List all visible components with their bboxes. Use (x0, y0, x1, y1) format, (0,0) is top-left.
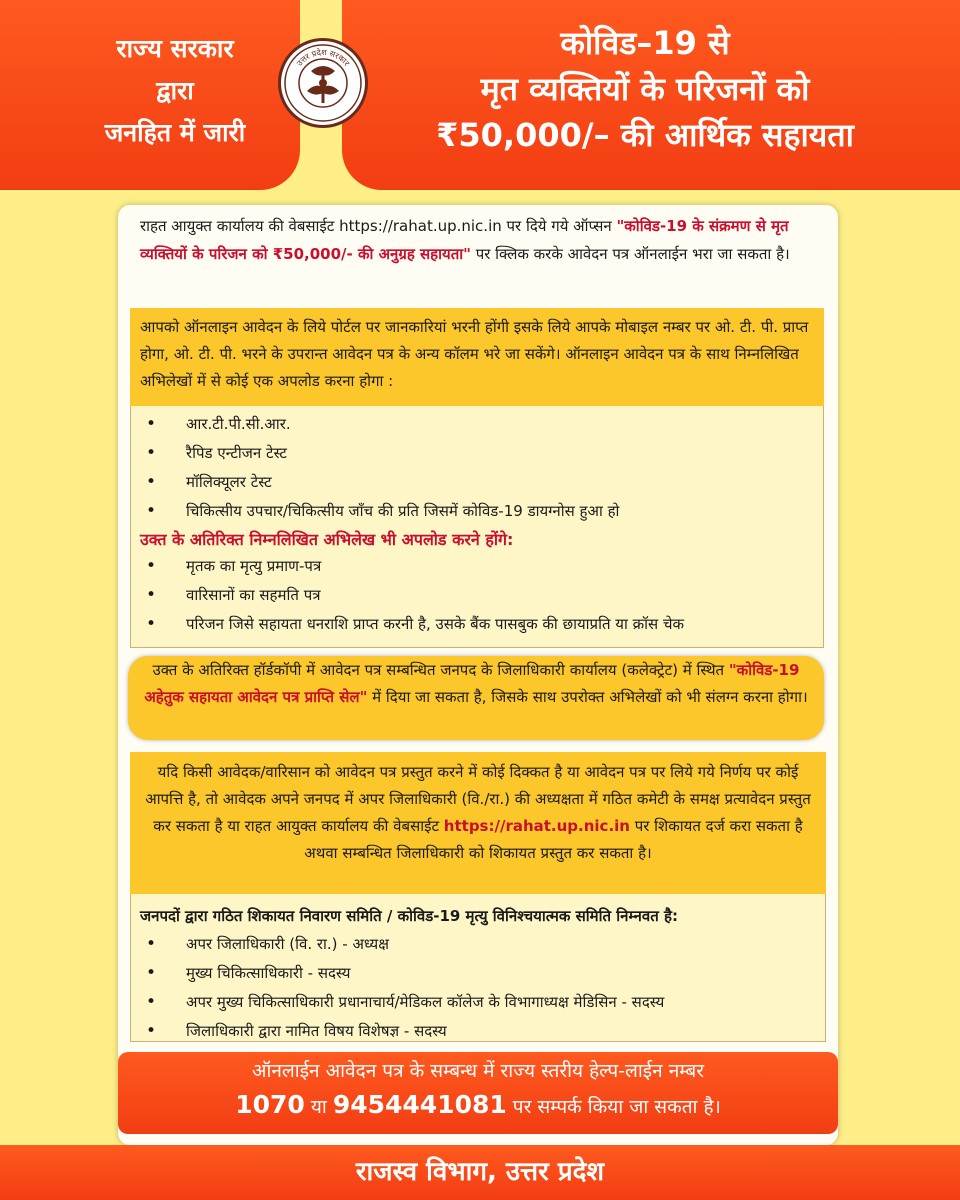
hardcopy-cell-highlight: "कोविड-19 अहेतुक सहायता आवेदन पत्र प्राप्ति सेल" (144, 661, 800, 706)
document-list (140, 410, 820, 526)
list-item: • अपर मुख्य चिकित्साधिकारी प्रधानाचार्य/मेडिकल कॉलेज के विभागाध्यक्ष मेडिसिन - सदस्य (140, 988, 820, 1017)
emblem-text: उत्तर प्रदेश सरकार (294, 47, 352, 68)
list-item: • वारिसानों का सहमति पत्र (140, 581, 820, 610)
issuer-text (80, 28, 270, 154)
hardcopy-text: उक्त के अतिरिक्त हॉर्डकॉपी में आवेदन पत्र सम्बन्धित जनपद के जिलाधिकारी कार्यालय (कलेक्ट्रेट) में स्थित (152, 661, 729, 679)
committee-heading: जनपदों द्वारा गठित शिकायत निवारण समिति / कोविड-19 मृत्यु विनिश्चयात्मक समिति निम्नवत है: (140, 907, 678, 925)
list-item: • चिकित्सीय उपचार/चिकित्सीय जाँच की प्रति जिसमें कोविड-19 डायग्नोस हुआ हो (140, 497, 820, 526)
intro-option-highlight: "कोविड-19 के संक्रमण से मृत व्यक्तियों के परिजन को ₹50,000/- की अनुग्रह सहायता" (140, 217, 789, 263)
additional-document-list (140, 552, 820, 639)
grievance-text: पर शिकायत दर्ज करा सकता है अथवा सम्बन्धित जिलाधिकारी को शिकायत प्रस्तुत कर सकता है। (304, 817, 803, 862)
grievance-paragraph (140, 759, 816, 867)
list-item: • परिजन जिसे सहायता धनराशि प्राप्त करनी है, उसके बैंक पासबुक की छायाप्रति या क्रॉस चेक (140, 610, 820, 639)
intro-text: पर क्लिक करके आवेदन पत्र ऑनलाईन भरा जा सकता है। (470, 245, 790, 263)
intro-text: राहत आयुक्त कार्यालय की वेबसाईट https://rahat.up.nic.in पर दिये गये ऑप्सन (140, 217, 617, 235)
helpline-numbers (118, 1088, 838, 1124)
helpline-text: पर सम्पर्क किया जा सकता है। (506, 1096, 721, 1118)
issuer-line: द्वारा (156, 76, 194, 105)
list-item: • मॉलिक्यूलर टेस्ट (140, 468, 820, 497)
headline (350, 20, 940, 158)
helpline-caption: ऑनलाईन आवेदन पत्र के सम्बन्ध में राज्य स्तरीय हेल्प-लाईन नम्बर (251, 1060, 705, 1082)
helpline-separator: या (304, 1096, 333, 1118)
headline-line: मृत व्यक्तियों के परिजनों को (480, 70, 810, 108)
list-item: • मृतक का मृत्यु प्रमाण-पत्र (140, 552, 820, 581)
hardcopy-text: में दिया जा सकता है, जिसके साथ उपरोक्त अभिलेखों को भी संलग्न करना होगा। (367, 688, 808, 706)
list-item: • रैपिड एन्टीजन टेस्ट (140, 439, 820, 468)
rahat-website-link[interactable]: https://rahat.up.nic.in (443, 817, 630, 835)
helpline-number-secondary[interactable]: 9454441081 (332, 1090, 507, 1119)
headline-line: कोविड–19 से (560, 24, 730, 62)
issuer-line: जनहित में जारी (104, 118, 246, 147)
documents-instructions: आपको ऑनलाइन आवेदन के लिये पोर्टल पर जानकारियां भरनी होंगी इसके लिये आपके मोबाइल नम्बर पर ओ. टी. पी. प्राप्त होगा, ओ. टी. पी. भरने के उपरान्त आवेदन पत्र के अन्य कॉलम भरे जा सकेंगे। ऑनलाइन आवेदन पत्र के साथ निम्नलिखित अभिलेखों में से कोई एक अपलोड करना होगा : (140, 318, 809, 390)
hardcopy-paragraph (140, 657, 812, 711)
headline-line: ₹50,000/– की आर्थिक सहायता (436, 116, 854, 154)
department-name: राजस्व विभाग, उत्तर प्रदेश (355, 1157, 605, 1187)
list-item: • जिलाधिकारी द्वारा नामित विषय विशेषज्ञ - सदस्य (140, 1017, 820, 1046)
additional-documents-heading: उक्त के अतिरिक्त निम्नलिखित अभिलेख भी अपलोड करने होंगे: (140, 530, 514, 549)
list-item: • मुख्य चिकित्साधिकारी - सदस्य (140, 959, 820, 988)
committee-list (140, 930, 820, 1046)
list-item: • आर.टी.पी.सी.आर. (140, 410, 820, 439)
intro-paragraph (140, 212, 820, 268)
helpline-number-primary[interactable]: 1070 (235, 1090, 305, 1119)
issuer-line: राज्य सरकार (116, 34, 234, 63)
list-item: • अपर जिलाधिकारी (वि. रा.) - अध्यक्ष (140, 930, 820, 959)
grievance-text: यदि किसी आवेदक/वारिसान को आवेदन पत्र प्रस्तुत करने में कोई दिक्कत है या आवेदन पत्र पर लिये गये निर्णय पर कोई आपत्ति है, तो आवेदक अपने जनपद में अपर जिलाधिकारी (वि./रा.) की अध्यक्षता में गठित कमेटी के समक्ष प्रत्यावेदन प्रस्तुत कर सकता है या राहत आयुक्त कार्यालय की वेबसाईट (145, 763, 811, 835)
